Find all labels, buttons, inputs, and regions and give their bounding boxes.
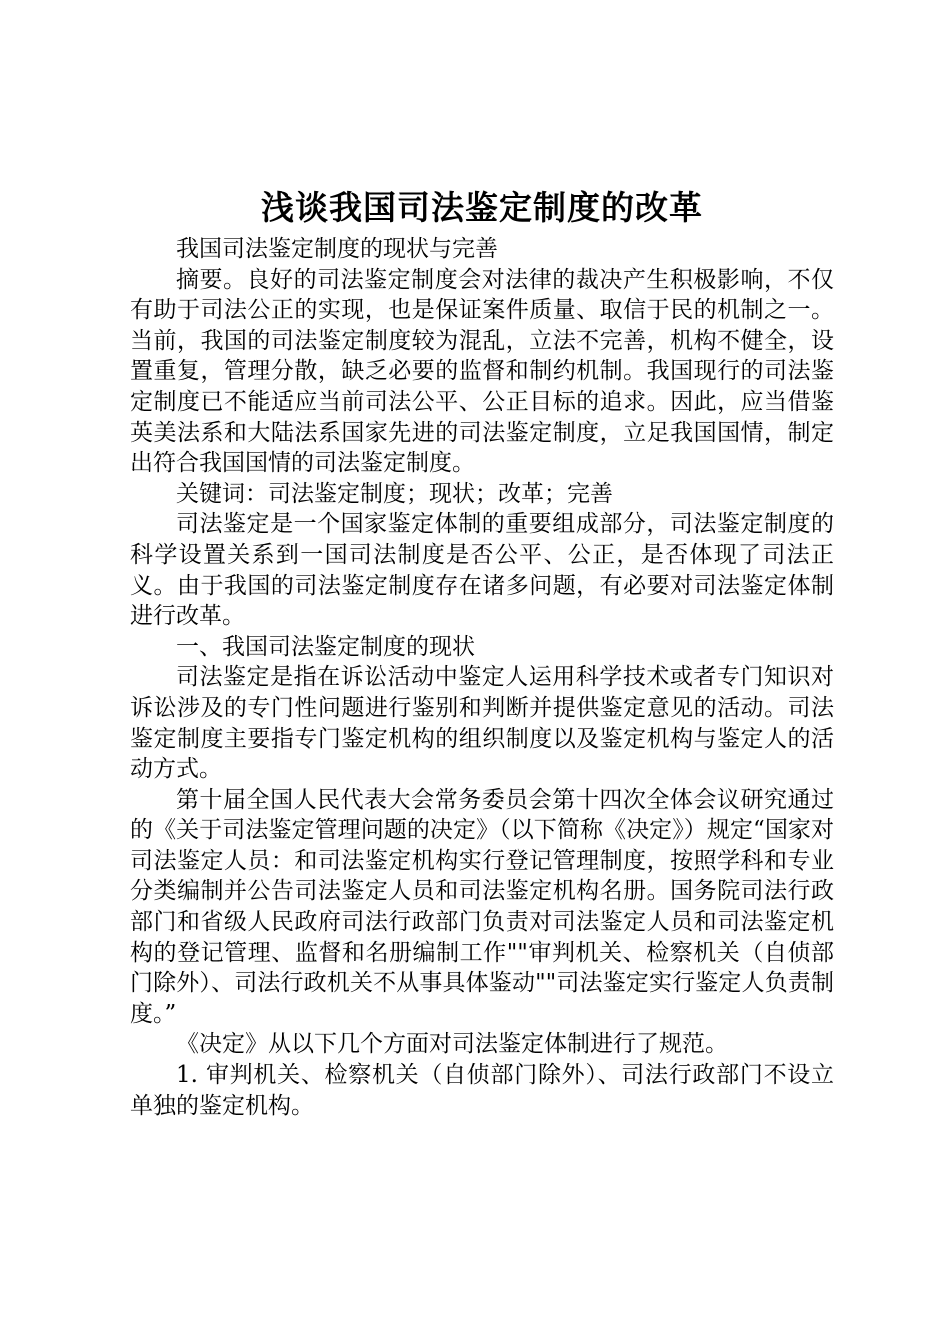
abstract-paragraph: 摘要。良好的司法鉴定制度会对法律的裁决产生积极影响，不仅有助于司法公正的实现，也是保证案件质量、取信于民的机制之一。当前，我国的司法鉴定制度较为混乱，立法不完善，机构不健全，设置重复，管理分散，缺乏必要的监督和制约机制。我国现行的司法鉴定制度已不能适应当前司法公平、公正目标的追求。因此，应当借鉴英美法系和大陆法系国家先进的司法鉴定制度，立足我国国情，制定出符合我国国情的司法鉴定制度。 — [130, 266, 834, 477]
list-item-1: 1. 审判机关、检察机关（自侦部门除外）、司法行政部门不设立单独的鉴定机构。 — [130, 1062, 834, 1119]
intro-paragraph: 司法鉴定是一个国家鉴定体制的重要组成部分，司法鉴定制度的科学设置关系到一国司法制度是否公平、公正，是否体现了司法正义。由于我国的司法鉴定制度存在诸多问题，有必要对司法鉴定体制进行改革。 — [130, 511, 834, 630]
decision-paragraph: 第十届全国人民代表大会常务委员会第十四次全体会议研究通过的《关于司法鉴定管理问题的决定》（以下简称《决定》）规定“国家对司法鉴定人员：和司法鉴定机构实行登记管理制度，按照学科和专业分类编制并公告司法鉴定人员和司法鉴定机构名册。国务院司法行政部门和省级人民政府司法行政部门负责对司法鉴定人员和司法鉴定机构的登记管理、监督和名册编制工作""审判机关、检察机关（自侦部门除外）、司法行政机关不从事具体鉴动""司法鉴定实行鉴定人负责制度。” — [130, 786, 834, 1027]
section-heading: 一、我国司法鉴定制度的现状 — [176, 633, 475, 660]
document-page — [130, 186, 834, 1121]
document-title: 浅谈我国司法鉴定制度的改革 — [261, 188, 703, 227]
subtitle-paragraph: 我国司法鉴定制度的现状与完善 — [176, 236, 498, 262]
definition-paragraph: 司法鉴定是指在诉讼活动中鉴定人运用科学技术或者专门知识对诉讼涉及的专门性问题进行鉴别和判断并提供鉴定意见的活动。司法鉴定制度主要指专门鉴定机构的组织制度以及鉴定机构与鉴定人的活动方式。 — [130, 664, 834, 783]
summary-paragraph: 《决定》从以下几个方面对司法鉴定体制进行了规范。 — [176, 1031, 728, 1058]
keywords-paragraph: 关键词：司法鉴定制度；现状；改革；完善 — [176, 480, 613, 507]
